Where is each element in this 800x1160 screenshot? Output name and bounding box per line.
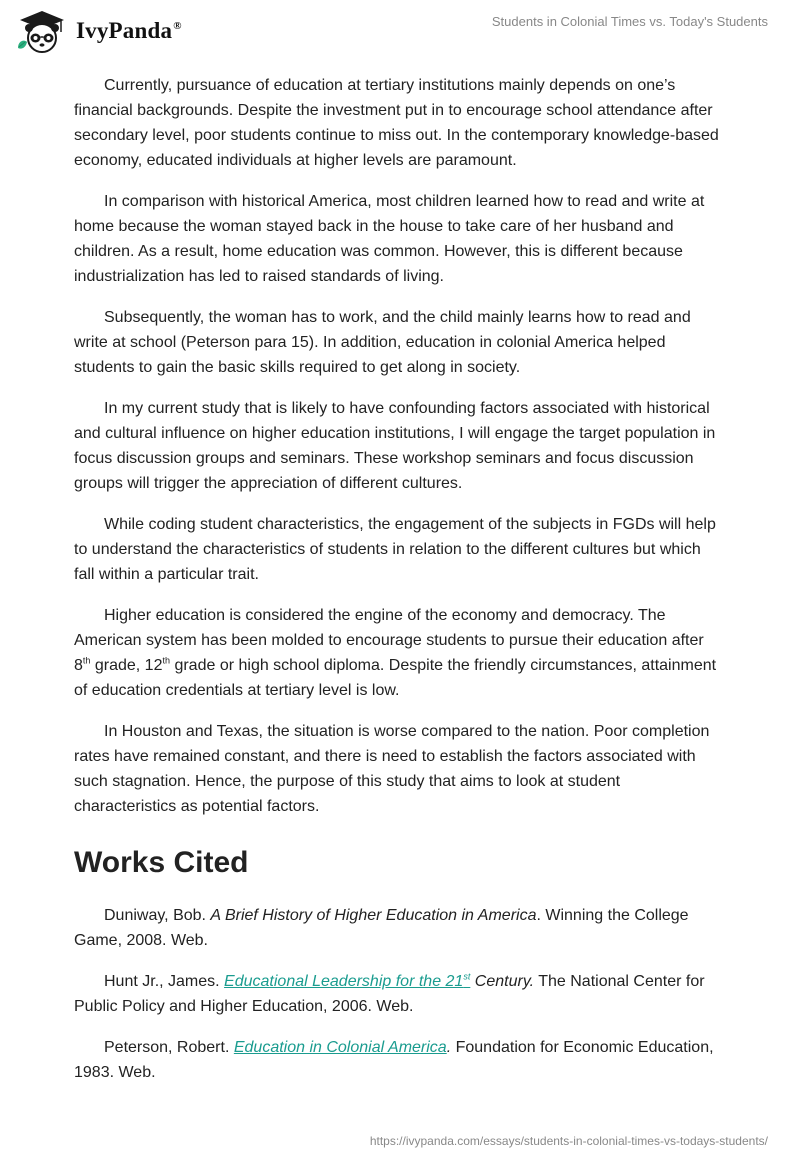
- essay-body: [74, 73, 724, 1101]
- page-header: [0, 0, 800, 70]
- citation-link[interactable]: Education in Colonial America: [233, 1039, 447, 1056]
- citation-link[interactable]: Educational Leadership for the 21st: [224, 971, 471, 990]
- citation: Hunt Jr., James. Educational Leadership for the 21st Century. The National Center for Public Policy and Higher Education, 2006. Web.: [74, 971, 705, 1015]
- source-url[interactable]: https://ivypanda.com/essays/students-in-colonial-times-vs-todays-students/: [369, 1134, 768, 1148]
- citation: Peterson, Robert. Education in Colonial America. Foundation for Economic Education, 1983. Web.: [74, 1039, 714, 1081]
- document-title: Students in Colonial Times vs. Today's Students: [491, 14, 768, 29]
- paragraph: While coding student characteristics, the engagement of the subjects in FGDs will help to understand the characteristics of students in relation to the different cultures but which fall within a particular trait.: [74, 516, 716, 583]
- paragraph: In comparison with historical America, most children learned how to read and write at home because the woman stayed back in the house to take care of her husband and children. As a result, home education was common. However, this is different because industrialization has led to raised standards of living.: [74, 193, 705, 285]
- paragraph: Currently, pursuance of education at tertiary institutions mainly depends on one’s financial backgrounds. Despite the investment put in to encourage school attendance after secondary level, poor students continue to miss out. In the contemporary knowledge-based economy, educated individuals at higher levels are paramount.: [74, 77, 719, 169]
- paragraph: Higher education is considered the engine of the economy and democracy. The American system has been molded to encourage students to pursue their education after 8th grade, 12th grade or high school diploma. Despite the friendly circumstances, attainment of education credentials at tertiary level is low.: [74, 607, 717, 699]
- paragraph: In Houston and Texas, the situation is worse compared to the nation. Poor completion rates have remained constant, and there is need to establish the factors associated with such stagnation. Hence, the purpose of this study that aims to look at student characteristics as potential factors.: [74, 723, 710, 815]
- citation: Duniway, Bob. A Brief History of Higher Education in America. Winning the College Game, 2008. Web.: [74, 907, 689, 949]
- brand-name: IvyPanda®: [76, 18, 182, 43]
- panda-graduate-icon: [14, 8, 70, 54]
- paragraph: Subsequently, the woman has to work, and the child mainly learns how to read and write at school (Peterson para 15). In addition, education in colonial America helped students to gain the basic skills required to get along in society.: [74, 309, 691, 376]
- paragraph: In my current study that is likely to have confounding factors associated with historical and cultural influence on higher education institutions, I will engage the target population in focus discussion groups and seminars. These workshop seminars and focus discussion groups will trigger the appreciation of different cultures.: [74, 400, 716, 492]
- ivypanda-logo[interactable]: [14, 8, 182, 54]
- works-cited-heading: Works Cited: [74, 846, 249, 879]
